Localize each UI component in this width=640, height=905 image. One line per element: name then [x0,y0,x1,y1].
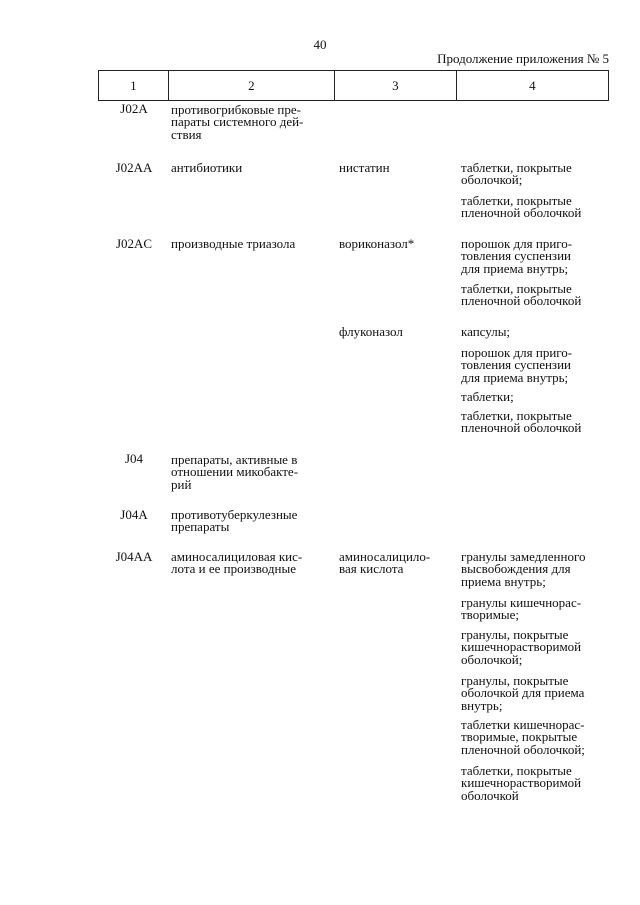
row-group-j04aa [171,551,331,576]
form-line: приема внутрь; [461,573,546,589]
group-line: противотуберкулезные [171,507,298,522]
table-header-row [98,70,609,101]
dosage-form-item [461,283,611,308]
dosage-form-item [461,597,611,622]
form-line: гранулы кишечнорас- [461,595,582,610]
form-line: пленочной оболочкой [461,205,582,221]
form-line: пленочной оболочкой; [461,741,585,757]
form-line: творимые; [461,607,520,623]
form-line: творимые, покрытые [461,729,578,745]
column-header-2: 2 [169,71,335,100]
group-line: ствия [171,126,202,142]
row-group-j04 [171,454,331,491]
group-line: аминосалициловая кис- [171,549,303,564]
form-line: таблетки, покрытые [461,281,572,296]
group-line: отношении микобакте- [171,464,299,480]
row-group-j02aa [171,162,331,174]
form-line: таблетки кишечнорас- [461,717,585,732]
form-line: для приема внутрь; [461,260,569,276]
form-line: для приема внутрь; [461,369,569,385]
form-line: товления суспензии [461,357,571,373]
form-line: оболочкой; [461,651,523,667]
form-line: оболочкой [461,787,519,803]
group-line: рий [171,476,192,492]
row-group-j02a [171,104,331,141]
form-line: товления суспензии [461,248,571,264]
form-line: оболочкой; [461,172,523,188]
form-line: кишечнорастворимой [461,639,582,655]
drug-line: вая кислота [339,561,404,577]
drug-line: аминосалицило- [339,549,431,564]
form-line: гранулы, покрытые [461,673,569,688]
row-code-j04a: J04A [120,507,148,522]
drug-line: нистатин [339,160,390,175]
page-number: 40 [313,37,327,52]
column-header-3: 3 [335,71,457,100]
form-line: высвобождения для [461,561,571,577]
dosage-form-item [461,162,611,187]
form-line: таблетки, покрытые [461,193,572,208]
form-line: оболочкой для приема [461,685,585,701]
form-line: кишечнорастворимой [461,775,582,791]
dosage-form-item [461,326,611,338]
form-line: пленочной оболочкой [461,293,582,309]
drug-line: флуконазол [339,324,403,339]
group-line: параты системного дей- [171,114,304,130]
row-group-j02ac [171,238,331,250]
form-line: порошок для приго- [461,345,573,360]
group-line: антибиотики [171,160,243,175]
form-line: таблетки, покрытые [461,408,572,423]
form-line: гранулы, покрытые [461,627,569,642]
group-line: препараты, активные в [171,452,298,467]
form-line: внутрь; [461,697,503,713]
dosage-form-item [461,765,611,802]
form-line: капсулы; [461,324,511,339]
group-line: лота и ее производные [171,561,296,577]
dosage-form-item [461,410,611,435]
column-header-4: 4 [529,77,536,93]
row-code-j02ac: J02AC [115,236,153,251]
dosage-form-item [461,675,611,712]
dosage-form-item [461,629,611,666]
row-code-j02a: J02A [120,101,148,116]
row-drug-fluconazole [339,326,457,338]
dosage-form-item [461,347,611,384]
dosage-form-item [461,238,611,275]
group-line: производные триазола [171,236,296,251]
drug-line: вориконазол* [339,236,415,251]
dosage-form-item [461,719,611,756]
form-line: гранулы замедленного [461,549,586,564]
row-drug-aminosalicylic-acid [339,551,457,576]
dosage-form-item [461,195,611,220]
form-line: таблетки; [461,389,514,404]
row-code-j02aa: J02AA [115,160,153,175]
dosage-form-item [461,551,611,588]
appendix-note: Продолжение приложения № 5 [437,51,609,66]
form-line: порошок для приго- [461,236,573,251]
row-code-j04: J04 [124,451,144,466]
group-line: препараты [171,519,230,535]
row-group-j04a [171,509,331,534]
row-code-j04aa: J04AA [115,549,153,564]
form-line: пленочной оболочкой [461,420,582,436]
dosage-form-item [461,391,611,403]
form-line: таблетки, покрытые [461,160,572,175]
column-header-1: 1 [99,71,169,100]
row-drug-voriconazole [339,238,457,250]
row-drug-nystatin [339,162,457,174]
group-line: противогрибковые пре- [171,102,301,117]
form-line: таблетки, покрытые [461,763,572,778]
